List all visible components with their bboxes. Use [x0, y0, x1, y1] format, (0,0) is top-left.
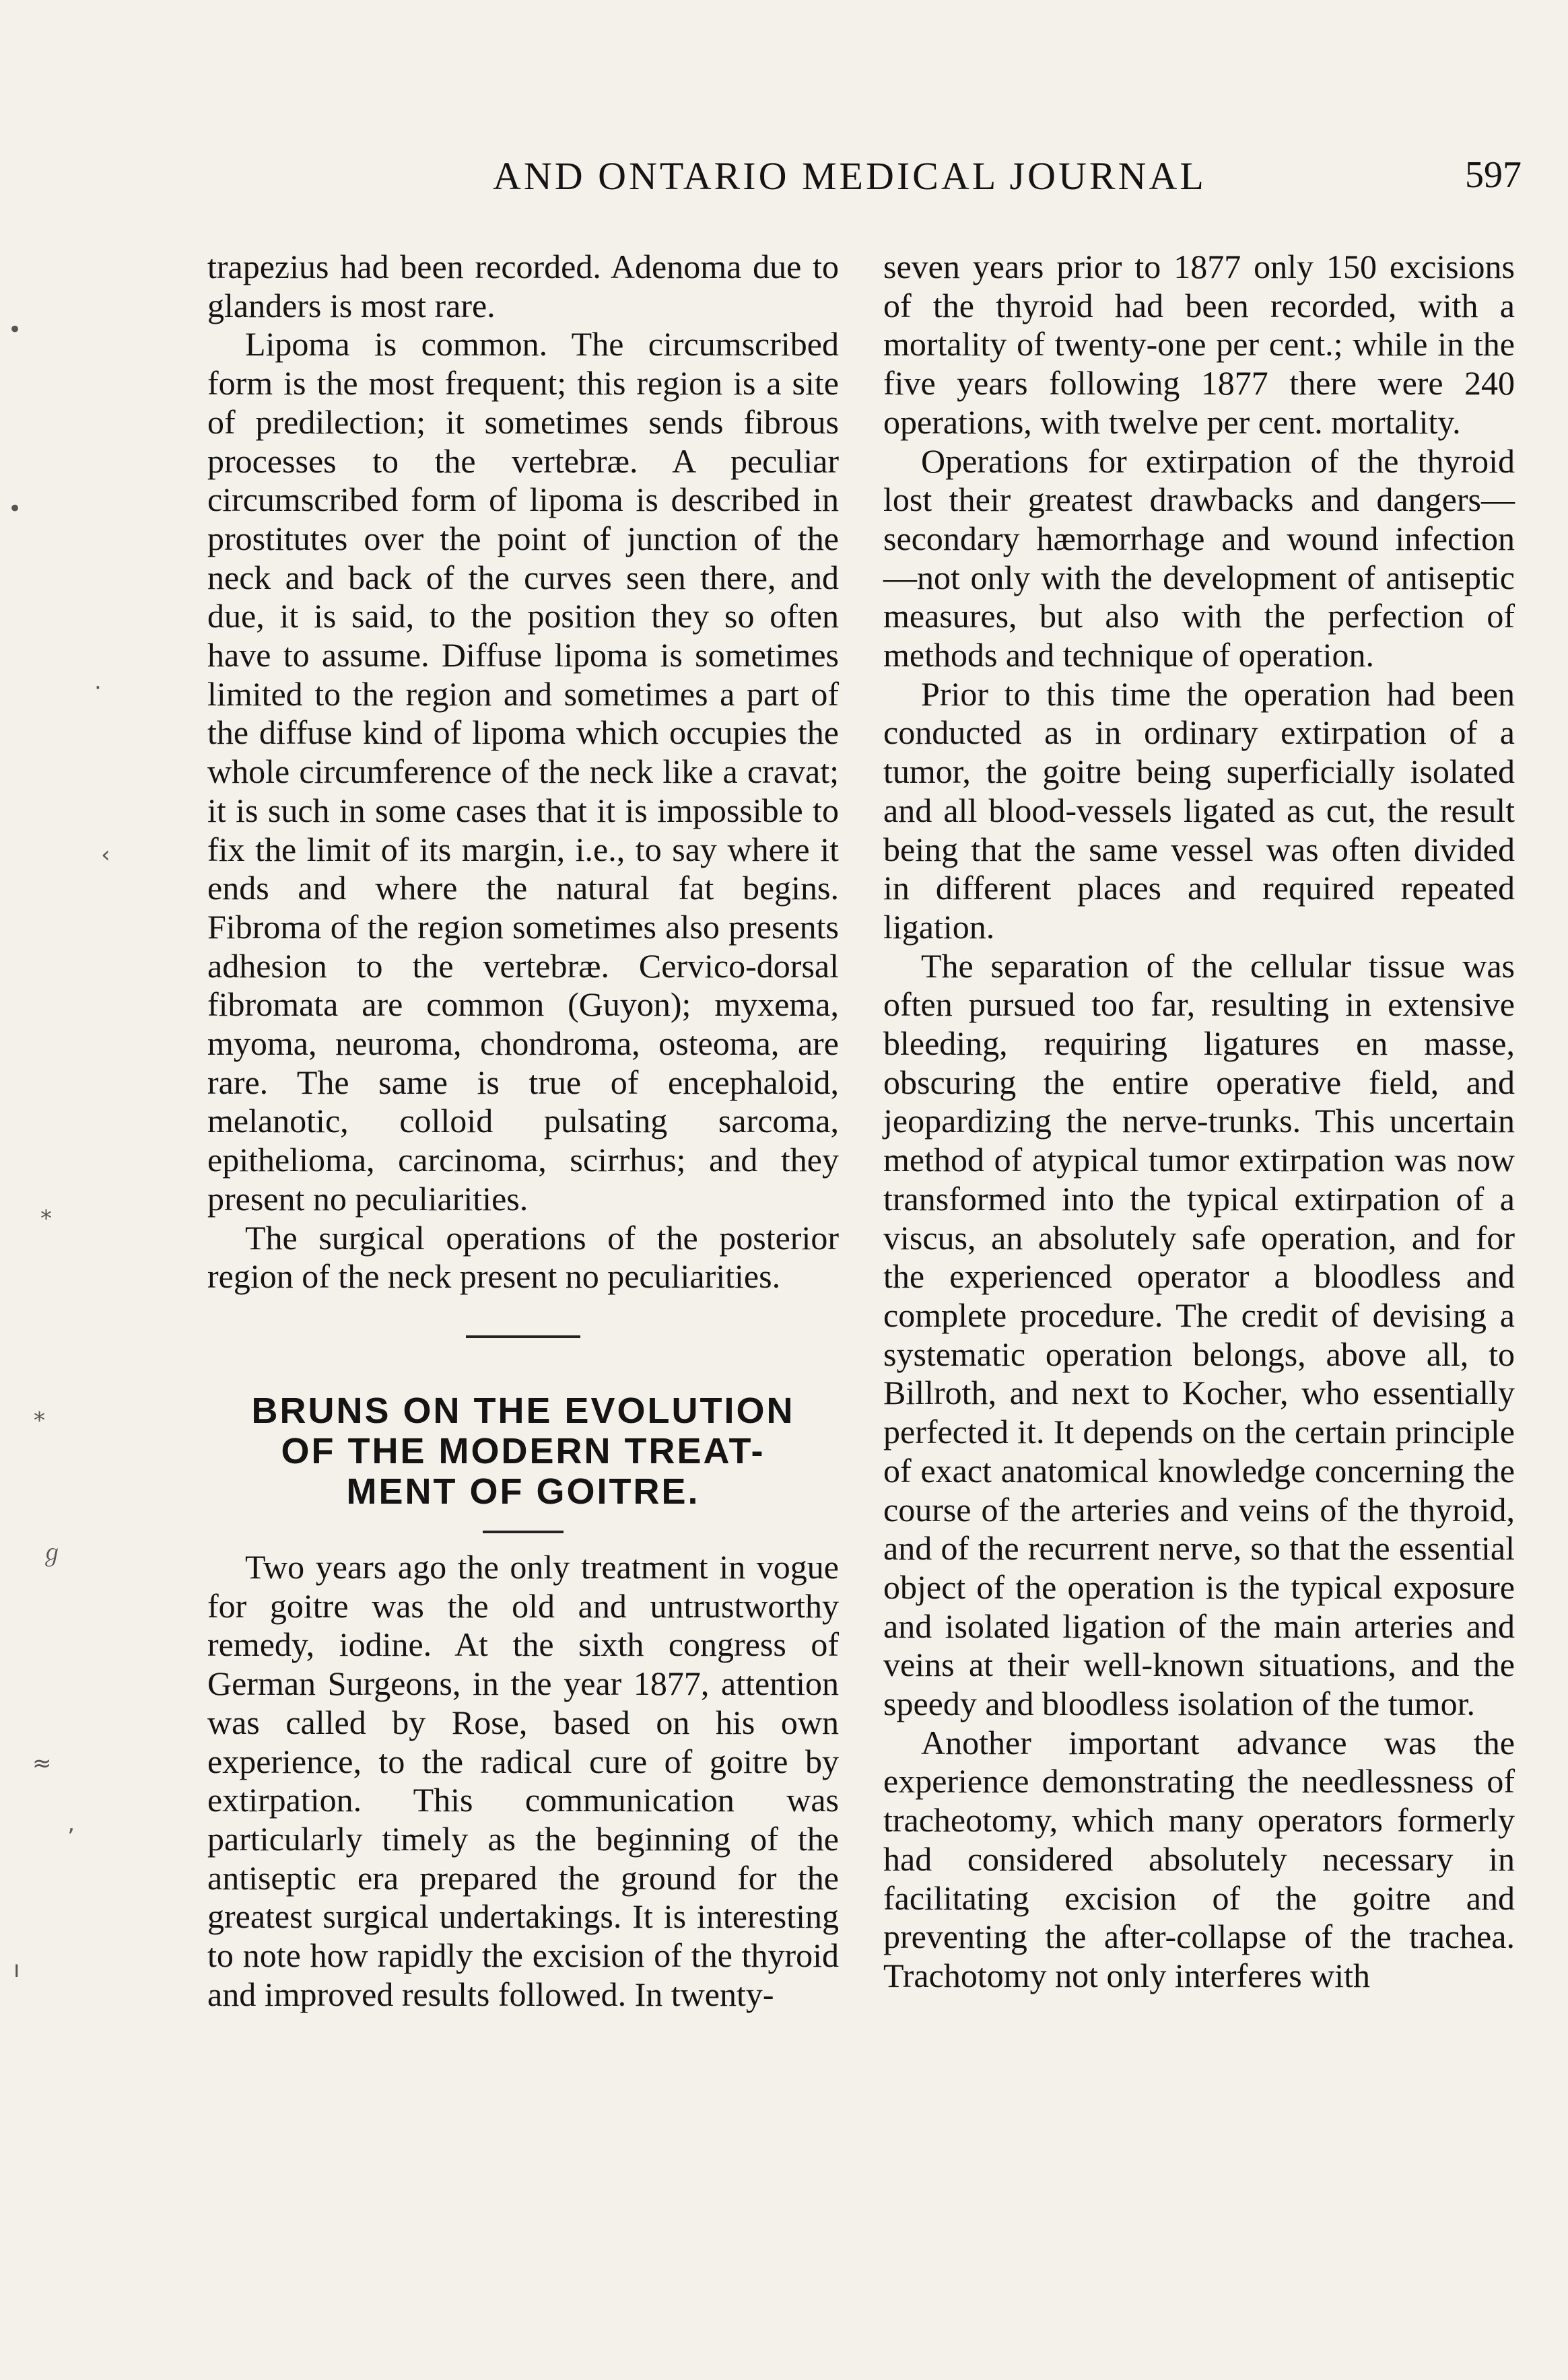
margin-speck: ı — [13, 1956, 20, 1983]
page-number: 597 — [1465, 154, 1522, 196]
article-title — [207, 1391, 839, 1512]
margin-speck: ⁎ — [34, 1400, 45, 1427]
paragraph: The separation of the cellular tissue was often pursued too far, resulting in extensive bleeding, requiring ligatures en masse, obscuring the entire operative field, and jeopardizing the nerve-trunks. This uncertain method of atypical tumor extirpation was now transformed into the typical extirpation of a viscus, an absolutely safe operation, and for the experienced operator a bloodless and complete procedure. The credit of devising a systematic operation belongs, above all, to Billroth, and next to Kocher, who essentially perfected it. It depends on the certain principle of exact anatomical knowledge concerning the course of the arteries and veins of the thyroid, and of the recurrent nerve, so that the essential object of the operation is the typical exposure and isolated ligation of the main arteries and veins at their well-known situations, and the speedy and bloodless isolation of the tumor. — [883, 946, 1515, 1723]
title-divider — [483, 1531, 564, 1533]
article-title-line: BRUNS ON THE EVOLUTION — [251, 1390, 795, 1431]
scan-margin-marks — [0, 0, 162, 2380]
paragraph: Operations for extirpation of the thyroid lost their greatest drawbacks and dangers—secondary hæmorrhage and wound infection—not only with the development of antiseptic measures, but also with the perfection of methods and technique of operation. — [883, 442, 1515, 674]
margin-speck: ℊ — [40, 1540, 63, 1567]
margin-speck: • — [8, 495, 22, 522]
paragraph: seven years prior to 1877 only 150 excisions of the thyroid had been recorded, with a mortality of twenty-one per cent.; while in the five years following 1877 there were 240 operations, with twelve per cent. mortality. — [883, 248, 1515, 441]
margin-speck: ⁎ — [40, 1198, 52, 1225]
paragraph: Lipoma is common. The circumscribed form is the most frequent; this region is a site of predilection; it sometimes sends fibrous processes to the vertebræ. A peculiar circumscribed form of lipoma is described in prostitutes over the point of junction of the neck and back of the curves seen there, and due, it is said, to the position they so often have to assume. Diffuse lipoma is sometimes limited to the region and sometimes a part of the diffuse kind of lipoma which occupies the whole circumference of the neck like a cravat; it is such in some cases that it is impossible to fix the limit of its margin, i.e., to say where it ends and where the natural fat begins. Fibroma of the region sometimes also presents adhesion to the vertebræ. Cervico-dorsal fibromata are common (Guyon); myxema, myoma, neuroma, chondroma, osteoma, are rare. The same is true of encephaloid, melanotic, colloid pulsating sarcoma, epithelioma, carcinoma, scirrhus; and they present no peculiarities. — [207, 325, 839, 1218]
margin-speck: ≈ — [32, 1750, 52, 1777]
margin-speck: ʼ — [67, 1824, 75, 1851]
paragraph: Two years ago the only treatment in vogue for goitre was the old and untrustworthy remedy, iodine. At the sixth congress of German Surgeons, in the year 1877, attention was called by Rose, based on his own experience, to the radical cure of goitre by extirpation. This communication was particularly timely as the beginning of the antiseptic era prepared the ground for the greatest surgical undertakings. It is interesting to note how rapidly the excision of the thyroid and improved results followed. In twenty- — [207, 1547, 839, 2013]
section-divider — [466, 1335, 580, 1338]
paragraph: The surgical operations of the posterior region of the neck present no peculiarities. — [207, 1218, 839, 1296]
page-header — [202, 153, 1522, 214]
margin-speck: ‹ — [101, 841, 110, 868]
article-title-line: MENT OF GOITRE. — [346, 1471, 700, 1512]
right-column — [883, 248, 1515, 1996]
paragraph: Prior to this time the operation had been conducted as in ordinary extirpation of a tumor, the goitre being superficially isolated and all blood-vessels ligated as cut, the result being that the same vessel was often divided in different places and required repeated ligation. — [883, 674, 1515, 946]
paragraph: Another important advance was the experience demonstrating the needlessness of tracheotomy, which many operators formerly had considered absolutely necessary in facilitating excision of the goitre and preventing the after-collapse of the trachea. Trachotomy not only interferes with — [883, 1723, 1515, 1994]
article-title-line: OF THE MODERN TREAT- — [281, 1430, 765, 1471]
running-head: AND ONTARIO MEDICAL JOURNAL — [493, 154, 1206, 198]
left-column — [207, 248, 839, 2014]
paragraph: trapezius had been recorded. Adenoma due to glanders is most rare. — [207, 248, 839, 324]
margin-speck: · — [94, 674, 102, 701]
margin-speck: • — [8, 316, 22, 343]
